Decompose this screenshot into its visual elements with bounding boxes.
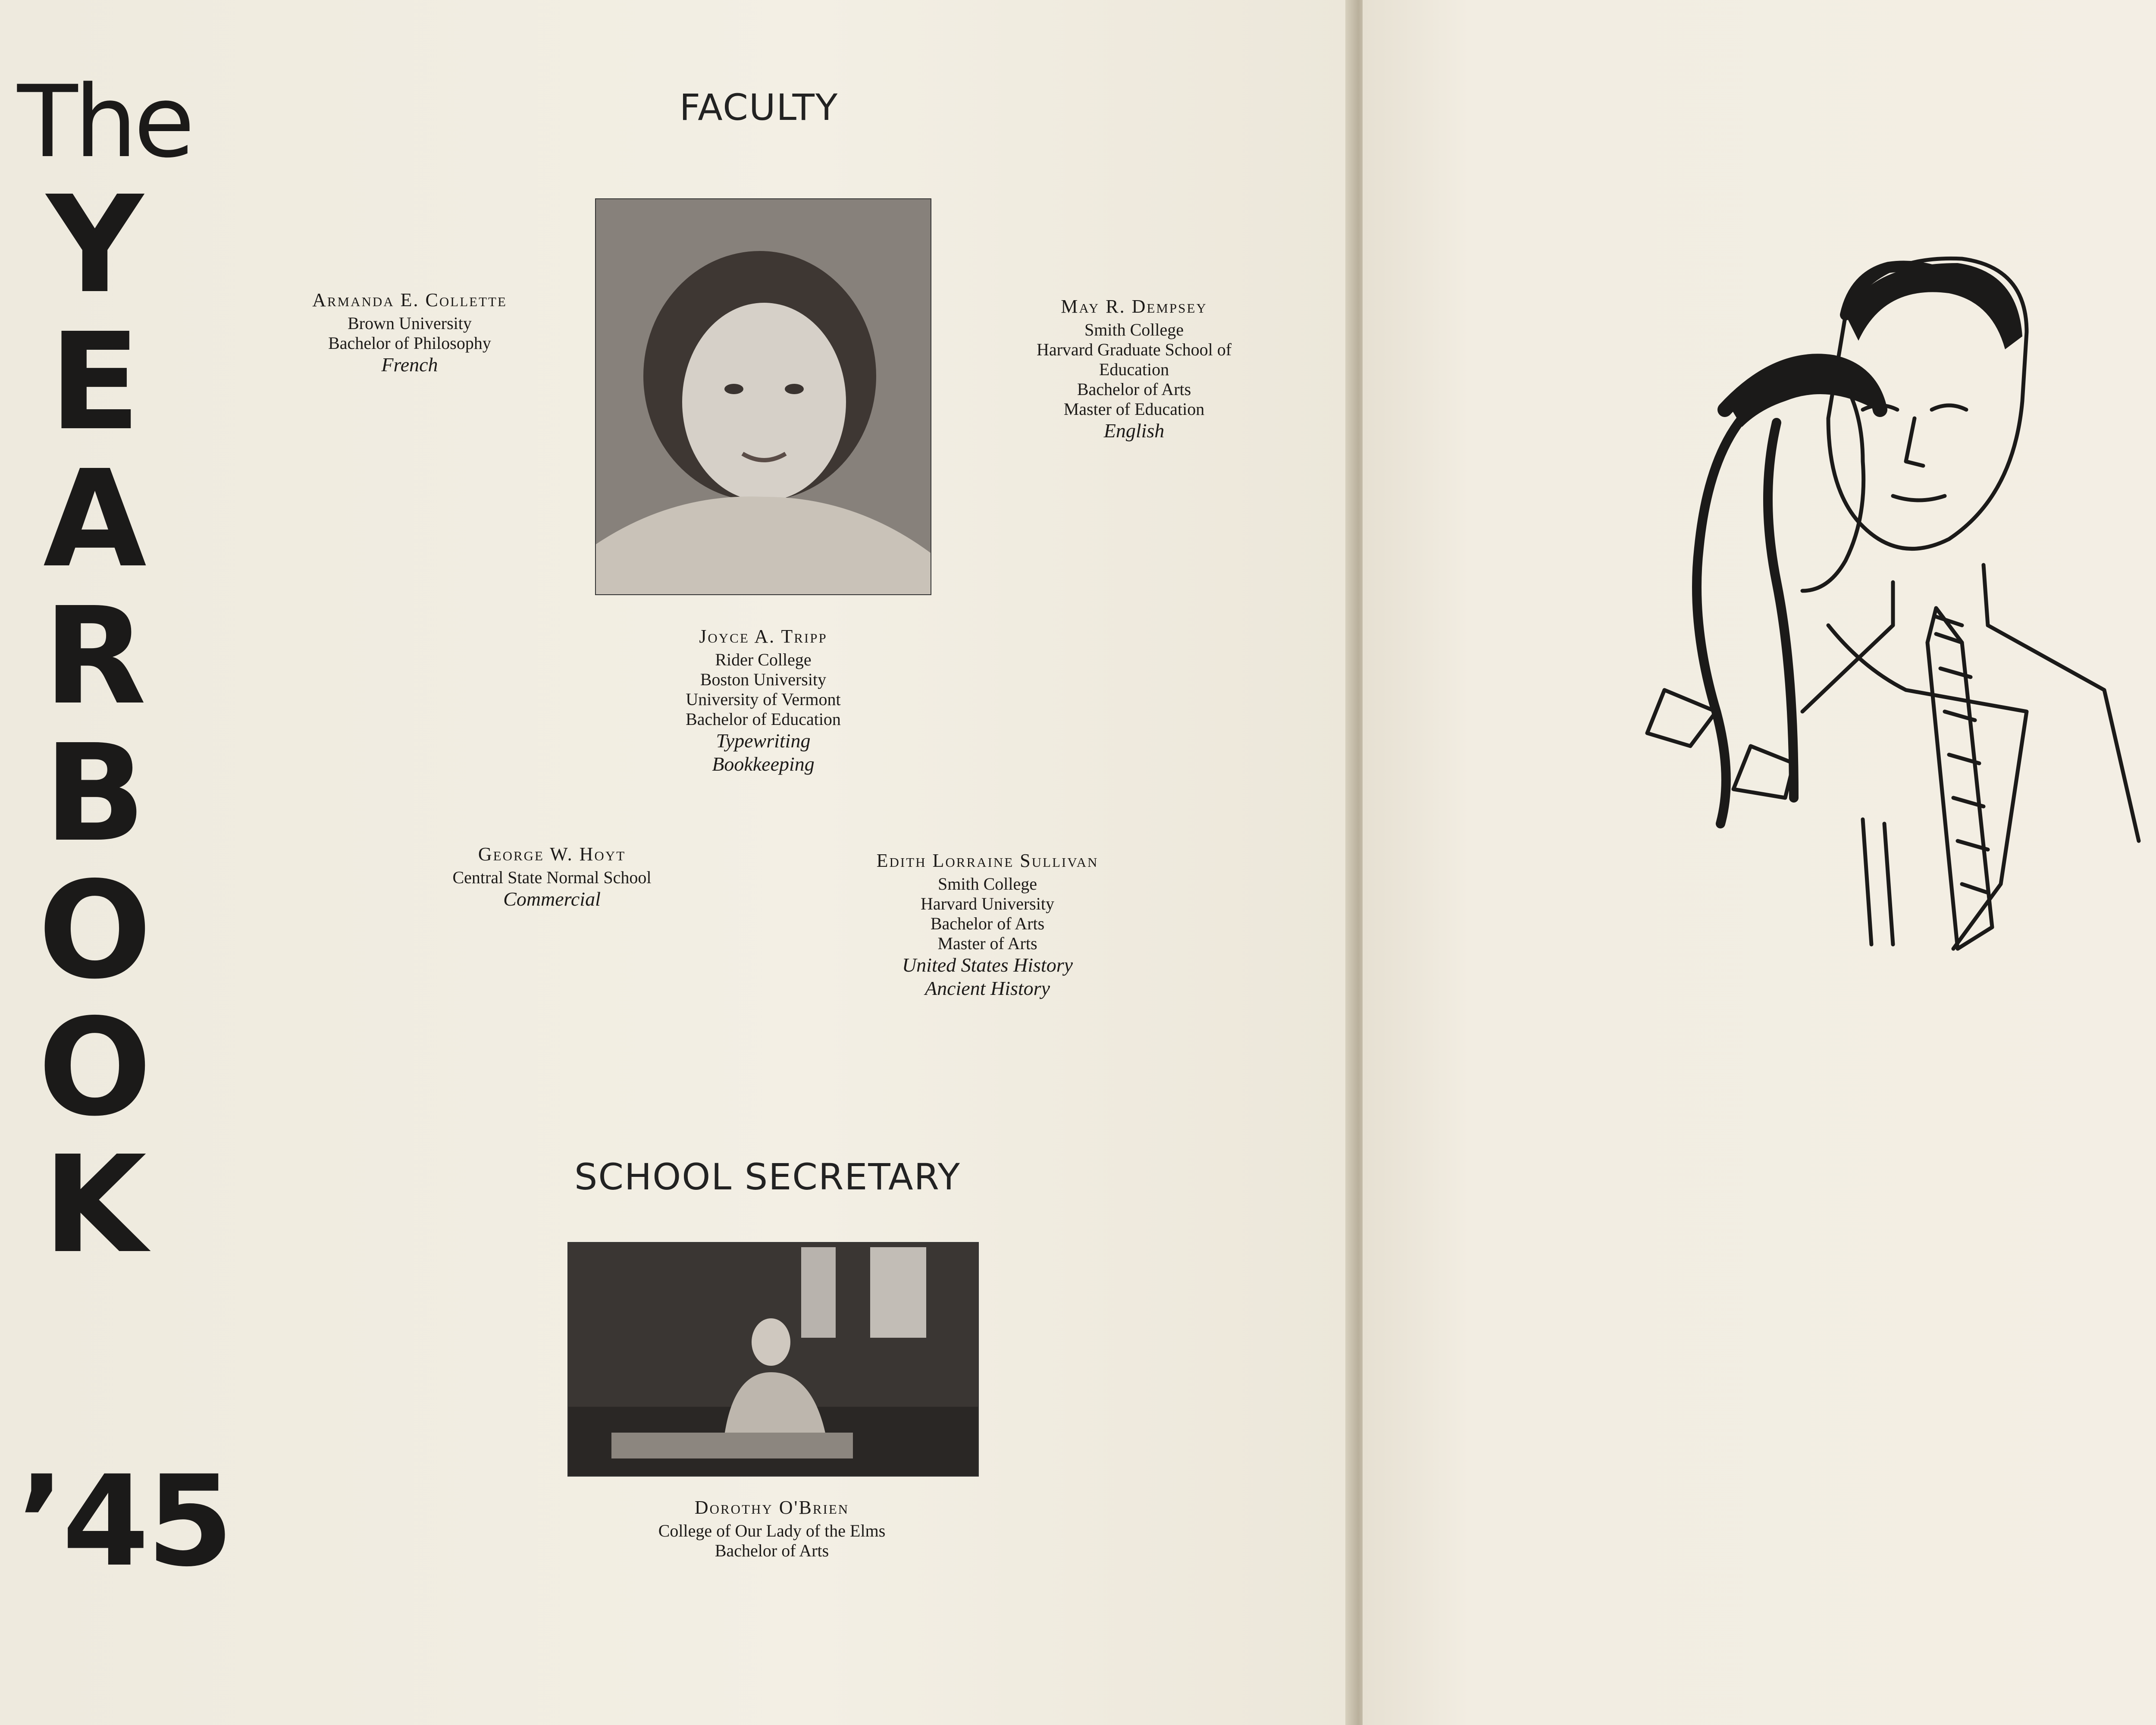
faculty-detail: Harvard Graduate School of bbox=[1036, 340, 1232, 359]
sidebar-letter: R bbox=[43, 579, 147, 734]
faculty-entry-hoyt bbox=[401, 843, 703, 911]
faculty-subject: Typewriting bbox=[716, 730, 811, 752]
faculty-subject: Commercial bbox=[503, 888, 601, 910]
faculty-entry-dempsey bbox=[983, 295, 1285, 442]
faculty-name: Armanda E. Collette bbox=[312, 289, 507, 310]
students-illustration bbox=[1388, 237, 2156, 1186]
faculty-name: Edith Lorraine Sullivan bbox=[876, 850, 1099, 871]
faculty-entry-tripp bbox=[621, 625, 906, 776]
office-image bbox=[568, 1243, 978, 1476]
faculty-heading: FACULTY bbox=[679, 86, 839, 129]
portrait-image bbox=[596, 199, 931, 594]
faculty-name: May R. Dempsey bbox=[1061, 296, 1207, 317]
secretary-photo bbox=[567, 1242, 979, 1477]
sidebar-letter: A bbox=[43, 442, 147, 597]
secretary-detail: College of Our Lady of the Elms bbox=[658, 1521, 886, 1540]
sidebar-letter: O bbox=[38, 990, 152, 1146]
faculty-detail: Harvard University bbox=[921, 894, 1054, 913]
faculty-detail: University of Vermont bbox=[686, 690, 841, 709]
left-sidebar-title bbox=[17, 65, 231, 1703]
secretary-heading: SCHOOL SECRETARY bbox=[574, 1156, 961, 1198]
faculty-portrait-photo bbox=[595, 198, 931, 595]
sidebar-letter: B bbox=[44, 716, 146, 872]
secretary-entry-obrien bbox=[573, 1496, 970, 1561]
faculty-detail: Master of Education bbox=[1063, 399, 1205, 419]
faculty-detail: Bachelor of Arts bbox=[930, 914, 1045, 933]
faculty-subject: English bbox=[1103, 420, 1165, 442]
secretary-name: Dorothy O'Brien bbox=[694, 1497, 849, 1518]
faculty-subject: United States History bbox=[902, 954, 1073, 976]
sidebar-year: ’45 bbox=[17, 1449, 231, 1594]
faculty-detail: Bachelor of Arts bbox=[1077, 380, 1191, 399]
faculty-detail: Bachelor of Philosophy bbox=[328, 333, 491, 353]
faculty-detail: Central State Normal School bbox=[452, 868, 652, 887]
sidebar-letter: O bbox=[38, 853, 152, 1009]
right-page bbox=[1363, 0, 2156, 1725]
faculty-detail: Education bbox=[1099, 360, 1169, 379]
sidebar-the: The bbox=[17, 65, 191, 180]
faculty-entry-sullivan bbox=[832, 850, 1143, 1000]
sidebar-letters bbox=[17, 167, 172, 1283]
faculty-detail: Master of Arts bbox=[937, 934, 1037, 953]
faculty-subject: French bbox=[381, 354, 438, 376]
faculty-detail: Bachelor of Education bbox=[686, 709, 841, 729]
faculty-name: Joyce A. Tripp bbox=[699, 626, 827, 647]
faculty-subject: Ancient History bbox=[925, 977, 1050, 999]
faculty-detail: Brown University bbox=[348, 314, 472, 333]
sidebar-letter: Y bbox=[46, 167, 144, 323]
faculty-detail: Boston University bbox=[700, 670, 827, 689]
faculty-detail: Rider College bbox=[715, 650, 812, 669]
faculty-subject: Bookkeeping bbox=[712, 753, 815, 775]
faculty-name: George W. Hoyt bbox=[478, 844, 626, 865]
sidebar-letter: E bbox=[49, 304, 141, 460]
faculty-entry-collette bbox=[267, 289, 552, 376]
faculty-detail: Smith College bbox=[938, 874, 1037, 894]
sidebar-letter: K bbox=[43, 1127, 147, 1283]
secretary-detail: Bachelor of Arts bbox=[714, 1541, 829, 1560]
faculty-detail: Smith College bbox=[1084, 320, 1184, 339]
